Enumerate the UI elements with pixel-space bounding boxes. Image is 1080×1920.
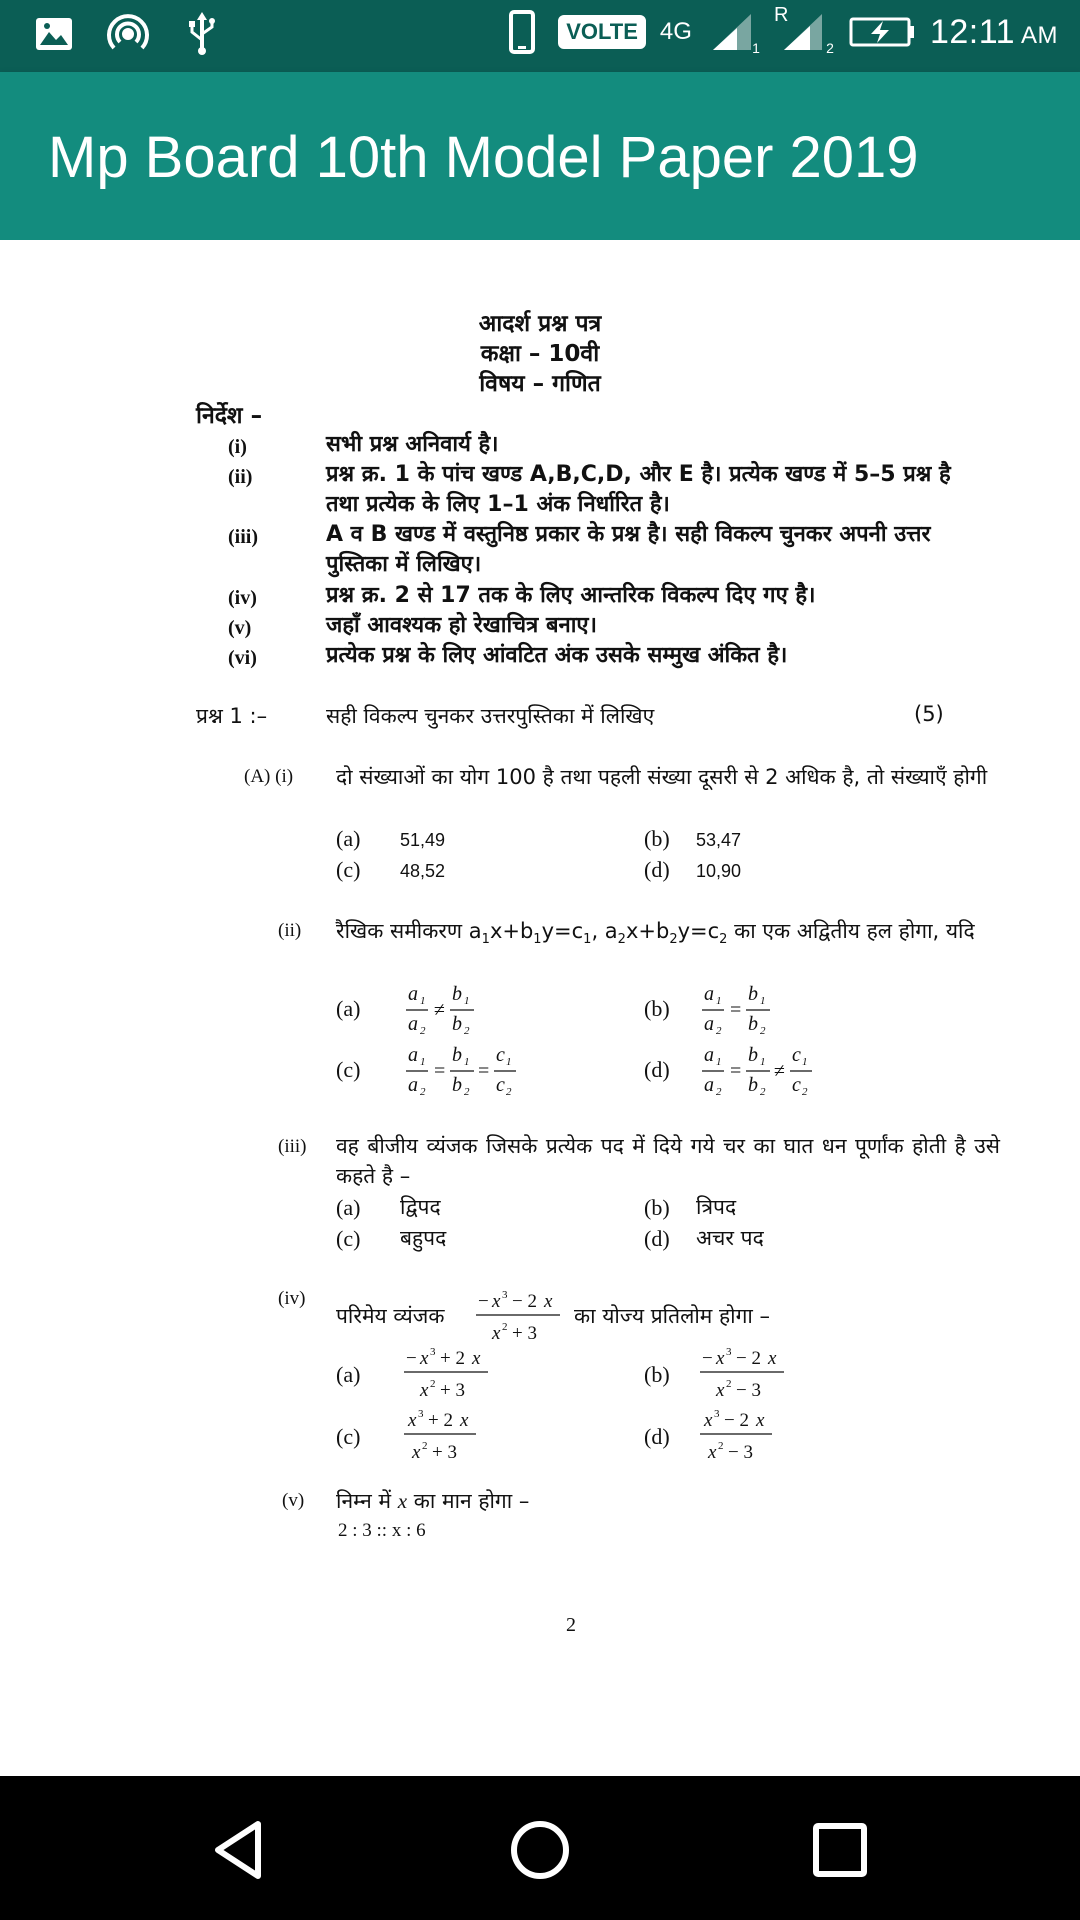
svg-text:x: x bbox=[704, 1410, 713, 1431]
svg-text:x: x bbox=[412, 1442, 421, 1463]
recents-icon bbox=[806, 1816, 874, 1884]
question-1-marks: (5) bbox=[914, 702, 944, 726]
svg-text:x: x bbox=[492, 1323, 501, 1344]
svg-text:2: 2 bbox=[718, 1440, 724, 1452]
instruction-text: जहाँ आवश्यक हो रेखाचित्र बनाए। bbox=[326, 613, 597, 638]
svg-text:≠: ≠ bbox=[774, 1060, 785, 1082]
option-value: बहुपद bbox=[400, 1226, 447, 1250]
subscript: 2 bbox=[719, 932, 728, 948]
svg-text:x: x bbox=[768, 1348, 777, 1369]
home-icon bbox=[506, 1816, 574, 1884]
svg-text:x: x bbox=[460, 1410, 469, 1431]
svg-text:=: = bbox=[478, 1060, 490, 1082]
question-text-part: का मान होगा – bbox=[413, 1489, 530, 1513]
svg-text:a: a bbox=[704, 1074, 714, 1096]
svg-text:− 2: − 2 bbox=[736, 1348, 761, 1369]
signal-sim1-icon bbox=[706, 10, 760, 54]
svg-text:b: b bbox=[452, 1074, 462, 1096]
svg-text:2: 2 bbox=[506, 1086, 512, 1098]
fraction-expression bbox=[698, 1041, 822, 1101]
svg-text:x: x bbox=[544, 1291, 553, 1312]
option-label: (d) bbox=[644, 857, 670, 882]
svg-text:b: b bbox=[452, 1013, 462, 1035]
usb-icon bbox=[180, 12, 224, 56]
svg-text:2: 2 bbox=[716, 1025, 722, 1037]
subscript: 1 bbox=[481, 932, 490, 948]
instruction-text: प्रत्येक प्रश्न के लिए आंवटित अंक उसके सम्मुख अंकित है। bbox=[326, 643, 788, 668]
svg-text:x: x bbox=[420, 1348, 429, 1369]
svg-text:+ 3: + 3 bbox=[512, 1323, 537, 1344]
svg-text:2: 2 bbox=[464, 1086, 470, 1098]
option-label: (a) bbox=[336, 1362, 361, 1387]
instruction-text: A व B खण्ड में वस्तुनिष्ठ प्रकार के प्रश्न है। सही विकल्प चुनकर अपनी उत्तर पुस्तिका में लिखिए। bbox=[326, 522, 931, 577]
question-text-part: रैखिक समीकरण a bbox=[336, 919, 482, 943]
svg-text:1: 1 bbox=[716, 995, 722, 1007]
svg-text:2: 2 bbox=[716, 1086, 722, 1098]
question-text bbox=[336, 916, 1000, 955]
option-label: (b) bbox=[644, 996, 670, 1021]
option-label: (a) bbox=[336, 996, 361, 1021]
subject-line: विषय – गणित bbox=[479, 371, 601, 397]
svg-text:2: 2 bbox=[760, 1086, 766, 1098]
clock-time: 12:11 bbox=[929, 12, 1015, 51]
image-icon bbox=[32, 12, 76, 56]
instruction-number: (i) bbox=[228, 436, 247, 458]
question-text: दो संख्याओं का योग 100 है तथा पहली संख्या दूसरी से 2 अधिक है, तो संख्याएँ होगी bbox=[336, 765, 988, 789]
svg-text:− 2: − 2 bbox=[512, 1291, 537, 1312]
roaming-label: R bbox=[773, 4, 789, 26]
option-label: (c) bbox=[336, 857, 361, 882]
back-icon bbox=[206, 1816, 274, 1884]
svg-text:2: 2 bbox=[464, 1025, 470, 1037]
svg-text:a: a bbox=[704, 983, 714, 1005]
svg-text:=: = bbox=[434, 1060, 446, 1082]
sim1-label: 1 bbox=[752, 40, 760, 56]
svg-text:+ 2: + 2 bbox=[428, 1410, 453, 1431]
svg-text:1: 1 bbox=[802, 1056, 808, 1068]
battery-charging-icon bbox=[848, 10, 916, 54]
svg-text:2: 2 bbox=[726, 1378, 732, 1390]
signal-sim2-icon bbox=[773, 4, 834, 56]
fraction-expression bbox=[698, 980, 778, 1040]
ratio-expression: 2 : 3 :: x : 6 bbox=[338, 1520, 426, 1541]
svg-text:+ 2: + 2 bbox=[440, 1348, 465, 1369]
instruction-number: (v) bbox=[228, 617, 252, 639]
option-value: द्विपद bbox=[400, 1195, 441, 1219]
paper-title: आदर्श प्रश्न पत्र bbox=[478, 311, 602, 337]
question-text-part: का योज्य प्रतिलोम होगा – bbox=[574, 1304, 771, 1328]
fraction-expression bbox=[698, 1402, 778, 1466]
instruction-number: (ii) bbox=[228, 466, 253, 488]
option-label: (a) bbox=[336, 1195, 361, 1220]
variable: x bbox=[397, 1489, 408, 1513]
hotspot-icon bbox=[106, 12, 150, 56]
svg-text:a: a bbox=[408, 1044, 418, 1066]
subscript: 2 bbox=[617, 932, 626, 948]
svg-text:+ 3: + 3 bbox=[440, 1380, 465, 1401]
svg-text:c: c bbox=[792, 1074, 801, 1096]
option-value: त्रिपद bbox=[696, 1195, 737, 1219]
instructions-heading: निर्देश – bbox=[196, 403, 263, 429]
question-text-part: x+b bbox=[625, 919, 670, 943]
fraction-expression bbox=[402, 980, 482, 1040]
svg-text:b: b bbox=[748, 1074, 758, 1096]
subscript: 1 bbox=[533, 932, 542, 948]
question-text-part: का एक अद्वितीय हल होगा, यदि bbox=[727, 919, 975, 943]
fraction-expression bbox=[474, 1283, 564, 1347]
svg-text:c: c bbox=[496, 1074, 505, 1096]
question-number: (iv) bbox=[278, 1288, 306, 1309]
option-label: (c) bbox=[336, 1057, 361, 1082]
back-button[interactable] bbox=[206, 1816, 274, 1884]
question-number: (iii) bbox=[278, 1136, 307, 1157]
svg-text:−: − bbox=[406, 1348, 417, 1369]
svg-text:1: 1 bbox=[420, 1056, 426, 1068]
option-label: (d) bbox=[644, 1057, 670, 1082]
svg-text:x: x bbox=[716, 1380, 725, 1401]
svg-text:≠: ≠ bbox=[434, 999, 445, 1021]
svg-text:a: a bbox=[408, 1013, 418, 1035]
svg-text:x: x bbox=[472, 1348, 481, 1369]
navigation-bar bbox=[0, 1776, 1080, 1920]
svg-text:2: 2 bbox=[422, 1440, 428, 1452]
svg-text:3: 3 bbox=[726, 1346, 732, 1358]
option-label: (b) bbox=[644, 1195, 670, 1220]
question-number: (A) (i) bbox=[244, 766, 294, 787]
option-label: (a) bbox=[336, 826, 361, 851]
svg-text:2: 2 bbox=[760, 1025, 766, 1037]
svg-text:2: 2 bbox=[420, 1086, 426, 1098]
question-text: वह बीजीय व्यंजक जिसके प्रत्येक पद में दिये गये चर का घात धन पूर्णांक होती है उसे कहते है – bbox=[336, 1134, 1000, 1188]
svg-text:2: 2 bbox=[802, 1086, 808, 1098]
recents-button[interactable] bbox=[806, 1816, 874, 1884]
instruction-number: (iii) bbox=[228, 526, 258, 548]
svg-text:b: b bbox=[452, 983, 462, 1005]
fraction-expression bbox=[698, 1340, 788, 1404]
home-button[interactable] bbox=[506, 1816, 574, 1884]
svg-text:a: a bbox=[408, 1074, 418, 1096]
page-number: 2 bbox=[566, 1614, 576, 1636]
svg-text:1: 1 bbox=[760, 1056, 766, 1068]
svg-text:a: a bbox=[408, 983, 418, 1005]
question-text-part: y=c bbox=[677, 919, 720, 943]
svg-text:=: = bbox=[730, 1060, 742, 1082]
instruction-number: (iv) bbox=[228, 587, 257, 609]
svg-text:a: a bbox=[704, 1044, 714, 1066]
svg-text:c: c bbox=[792, 1044, 801, 1066]
option-value: 10,90 bbox=[696, 861, 742, 881]
svg-text:1: 1 bbox=[464, 1056, 470, 1068]
svg-text:2: 2 bbox=[430, 1378, 436, 1390]
question-text-part: , a bbox=[591, 919, 618, 943]
instruction-text: प्रश्न क्र. 2 से 17 तक के लिए आन्तरिक विकल्प दिए गए है। bbox=[326, 583, 816, 608]
question-number: (v) bbox=[282, 1490, 305, 1511]
svg-text:b: b bbox=[452, 1044, 462, 1066]
question-text-part: परिमेय व्यंजक bbox=[336, 1304, 445, 1328]
subscript: 1 bbox=[583, 932, 592, 948]
svg-text:1: 1 bbox=[464, 995, 470, 1007]
svg-text:c: c bbox=[496, 1044, 505, 1066]
svg-text:b: b bbox=[748, 1044, 758, 1066]
svg-text:1: 1 bbox=[760, 995, 766, 1007]
fraction-expression bbox=[402, 1340, 492, 1404]
question-text-part: x+b bbox=[489, 919, 534, 943]
svg-text:x: x bbox=[716, 1348, 725, 1369]
option-value: 53,47 bbox=[696, 830, 742, 850]
svg-text:x: x bbox=[756, 1410, 765, 1431]
option-value: 51,49 bbox=[400, 830, 446, 850]
question-number: (ii) bbox=[278, 920, 302, 941]
svg-text:b: b bbox=[748, 983, 758, 1005]
option-label: (d) bbox=[644, 1424, 670, 1449]
svg-text:3: 3 bbox=[418, 1408, 424, 1420]
fraction-expression bbox=[402, 1041, 526, 1101]
instruction-number: (vi) bbox=[228, 647, 257, 669]
svg-text:−: − bbox=[702, 1348, 713, 1369]
fraction-expression bbox=[402, 1402, 482, 1466]
svg-text:x: x bbox=[708, 1442, 717, 1463]
option-value: 48,52 bbox=[400, 861, 446, 881]
clock bbox=[930, 13, 1058, 52]
svg-text:x: x bbox=[492, 1291, 501, 1312]
class-line: कक्षा – 10वी bbox=[480, 341, 600, 367]
sim2-label: 2 bbox=[826, 40, 834, 56]
question-text-part: निम्न में bbox=[336, 1489, 392, 1513]
svg-text:3: 3 bbox=[714, 1408, 720, 1420]
option-label: (b) bbox=[644, 826, 670, 851]
svg-text:x: x bbox=[408, 1410, 417, 1431]
svg-text:+ 3: + 3 bbox=[432, 1442, 457, 1463]
phone-icon bbox=[500, 10, 544, 54]
network-type: 4G bbox=[659, 18, 692, 45]
option-label: (d) bbox=[644, 1226, 670, 1251]
instruction-text: प्रश्न क्र. 1 के पांच खण्ड A,B,C,D, और E है। प्रत्येक खण्ड में 5–5 प्रश्न है तथा प्रत्येक के लिए 1–1 अंक निर्धारित है। bbox=[326, 462, 951, 517]
svg-text:2: 2 bbox=[502, 1321, 508, 1333]
question-text bbox=[336, 1487, 529, 1515]
status-bar bbox=[0, 0, 1080, 72]
svg-text:−: − bbox=[478, 1291, 489, 1312]
svg-text:a: a bbox=[704, 1013, 714, 1035]
instruction-text: सभी प्रश्न अनिवार्य है। bbox=[326, 432, 499, 457]
svg-text:=: = bbox=[730, 999, 742, 1021]
pdf-page-viewer[interactable] bbox=[0, 240, 1080, 1776]
app-title: Mp Board 10th Model Paper 2019 bbox=[48, 125, 919, 190]
svg-text:2: 2 bbox=[420, 1025, 426, 1037]
svg-text:− 2: − 2 bbox=[724, 1410, 749, 1431]
svg-text:− 3: − 3 bbox=[728, 1442, 753, 1463]
option-label: (c) bbox=[336, 1226, 361, 1251]
svg-text:b: b bbox=[748, 1013, 758, 1035]
subscript: 2 bbox=[669, 932, 678, 948]
svg-text:1: 1 bbox=[506, 1056, 512, 1068]
svg-text:3: 3 bbox=[502, 1289, 508, 1301]
svg-text:1: 1 bbox=[420, 995, 426, 1007]
svg-text:3: 3 bbox=[430, 1346, 436, 1358]
volte-badge: VOLTE bbox=[558, 15, 646, 49]
svg-text:x: x bbox=[420, 1380, 429, 1401]
option-label: (b) bbox=[644, 1362, 670, 1387]
clock-ampm: AM bbox=[1021, 21, 1058, 49]
question-1-text: सही विकल्प चुनकर उत्तरपुस्तिका में लिखिए bbox=[326, 704, 655, 728]
question-1-label: प्रश्न 1 :– bbox=[196, 704, 268, 728]
app-bar bbox=[0, 72, 1080, 240]
question-text-part: y=c bbox=[541, 919, 584, 943]
svg-text:1: 1 bbox=[716, 1056, 722, 1068]
option-value: अचर पद bbox=[696, 1226, 764, 1250]
option-label: (c) bbox=[336, 1424, 361, 1449]
svg-text:− 3: − 3 bbox=[736, 1380, 761, 1401]
